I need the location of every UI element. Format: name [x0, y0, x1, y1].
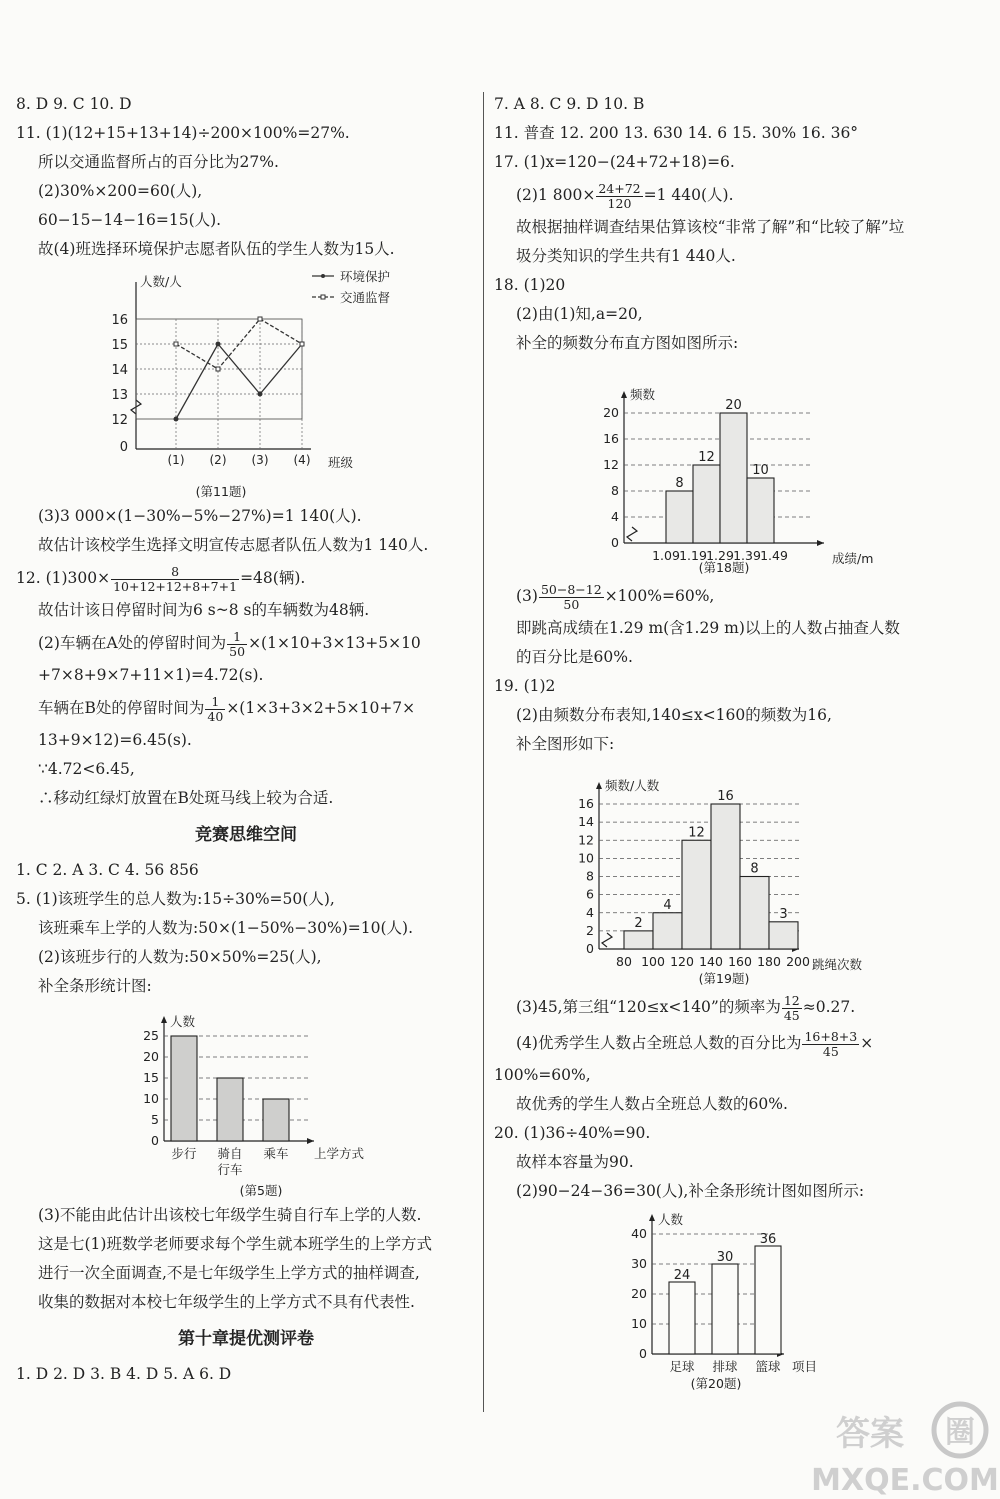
- column-divider: [483, 92, 484, 1412]
- axis-break: [627, 527, 637, 541]
- y-tick-label: 14: [111, 363, 128, 378]
- data-label: 10: [752, 463, 769, 478]
- data-label: 20: [725, 398, 742, 413]
- fraction: [227, 630, 247, 659]
- denominator: 10+12+12+8+7+1: [113, 578, 238, 594]
- bar: [171, 1036, 197, 1141]
- numerator: 50−8−12: [540, 581, 602, 597]
- answer-line: ∴移动红绿灯放置在B处斑马线上较为合适.: [38, 789, 334, 807]
- y-tick-label: 0: [639, 1346, 647, 1361]
- y-axis-label: 频数/人数: [605, 778, 660, 793]
- y-tick-label: 0: [611, 535, 619, 550]
- text: ×: [860, 1034, 874, 1052]
- bar: [669, 1282, 695, 1354]
- answer-line: 收集的数据对本校七年级学生的上学方式不具有代表性.: [38, 1293, 415, 1311]
- y-tick-label: 15: [143, 1070, 159, 1085]
- fraction: [111, 565, 239, 594]
- figure-5: [16, 1001, 476, 1201]
- y-tick-label: 0: [119, 440, 128, 455]
- numerator: 1: [227, 630, 247, 645]
- answer-line: [16, 690, 476, 726]
- watermark-text: MXQE.COM: [811, 1463, 999, 1498]
- figure-20: [494, 1206, 974, 1396]
- bar: [653, 913, 682, 949]
- text: ×(1×3+3×2+5×10+7×: [226, 699, 416, 717]
- answer-line: 所以交通监督所占的百分比为27%.: [38, 153, 279, 171]
- text: 12. (1)300×: [16, 569, 111, 587]
- axis-break: [602, 933, 612, 947]
- answer-line: (2)90−24−36=30(人),补全条形统计图如图所示:: [516, 1182, 865, 1200]
- right-column: [494, 90, 974, 1396]
- x-tick-label: 120: [670, 954, 694, 969]
- x-tick-label: 100: [641, 954, 665, 969]
- x-tick-label: 1.09: [652, 548, 680, 563]
- answer-line: [494, 177, 974, 213]
- answer-line: 8. D 9. C 10. D: [16, 95, 132, 113]
- text: 车辆在B处的停留时间为: [38, 699, 205, 717]
- chart-20-marks: [631, 1212, 817, 1374]
- bar: [693, 465, 720, 543]
- chart-11-marks: [111, 269, 390, 470]
- bar: [712, 1264, 738, 1354]
- y-tick-label: 2: [586, 922, 594, 938]
- answer-line: 进行一次全面调查,不是七年级学生上学方式的抽样调查,: [38, 1264, 420, 1282]
- legend-label: 交通监督: [340, 290, 391, 305]
- figure-19: [494, 759, 974, 989]
- data-label: 24: [673, 1268, 691, 1283]
- y-tick-label: 12: [603, 457, 619, 472]
- answer-line: (2)30%×200=60(人),: [38, 182, 203, 200]
- chart-title: (第5题): [239, 1183, 283, 1198]
- data-label: 4: [663, 897, 672, 913]
- bar: [682, 840, 711, 949]
- fraction: [596, 182, 642, 211]
- x-tick-label: 180: [757, 954, 781, 969]
- answer-line: [494, 578, 974, 614]
- answer-line: 故根据抽样调查结果估算该校“非常了解”和“比较了解”垃: [516, 218, 905, 236]
- y-tick-label: 10: [631, 1316, 647, 1331]
- chart-18-marks: [603, 387, 873, 566]
- y-tick-label: 0: [586, 941, 594, 956]
- data-point: [216, 367, 220, 371]
- y-tick-label: 10: [578, 850, 594, 866]
- x-axis-arrow: [817, 540, 824, 546]
- y-tick-label: 6: [586, 886, 594, 902]
- watermark-text: 答案: [836, 1414, 904, 1454]
- x-tick-label: 1.49: [760, 548, 788, 563]
- answer-line: 故估计该校学生选择文明宣传志愿者队伍人数为1 140人.: [38, 536, 429, 554]
- y-tick-label: 13: [111, 388, 128, 403]
- answer-line: ∵4.72<6.45,: [38, 760, 135, 778]
- chart-title: (第18题): [698, 560, 750, 575]
- denominator: 50: [563, 596, 580, 612]
- answer-line: (3)3 000×(1−30%−5%−27%)=1 140(人).: [38, 507, 362, 525]
- data-point: [258, 317, 262, 321]
- answer-line: 补全的频数分布直方图如图所示:: [516, 334, 739, 352]
- data-label: 12: [698, 450, 715, 465]
- text: =48(辆).: [240, 569, 306, 587]
- x-tick-label: 140: [699, 954, 723, 969]
- y-tick-label: 4: [611, 509, 619, 524]
- legend-marker: [321, 295, 325, 299]
- y-tick-label: 8: [611, 483, 619, 498]
- answer-line: 圾分类知识的学生共有1 440人.: [516, 247, 736, 265]
- chart-title: (第20题): [690, 1376, 742, 1391]
- x-tick-label: 足球: [669, 1359, 695, 1374]
- x-tick-label: 1.29: [706, 548, 734, 563]
- x-tick-label: 乘车: [263, 1146, 289, 1161]
- x-tick-label: 200: [786, 954, 810, 969]
- line-chart-11: [16, 264, 476, 502]
- denominator: 40: [207, 708, 224, 724]
- y-axis-label: 人数: [658, 1212, 684, 1227]
- data-point: [174, 342, 178, 346]
- x-tick-label: 骑自: [217, 1146, 243, 1161]
- answer-line: 1. C 2. A 3. C 4. 56 856: [16, 861, 199, 879]
- answer-line: 这是七(1)班数学老师要求每个学生就本班学生的上学方式: [38, 1235, 432, 1253]
- denominator: 45: [783, 1007, 800, 1023]
- x-axis-label: 跳绳次数: [812, 957, 863, 972]
- answer-line: 补全条形统计图:: [38, 977, 152, 995]
- y-axis-label: 频数: [630, 387, 656, 402]
- text: (4)优秀学生人数占全班总人数的百分比为: [516, 1034, 802, 1052]
- text: =1 440(人).: [643, 186, 734, 204]
- answer-line: 故优秀的学生人数占全班总人数的60%.: [516, 1095, 788, 1113]
- bar: [711, 804, 740, 949]
- histogram-18: [494, 358, 974, 578]
- figure-11: [16, 264, 476, 502]
- y-tick-label: 14: [578, 814, 594, 830]
- x-tick-label: 80: [616, 954, 632, 969]
- text: (2)车辆在A处的停留时间为: [38, 634, 227, 652]
- y-tick-label: 10: [143, 1091, 159, 1106]
- legend-label: 环境保护: [340, 269, 391, 284]
- series-line: [176, 319, 302, 369]
- answer-line: [16, 625, 476, 661]
- bar: [755, 1246, 781, 1354]
- answer-line: 20. (1)36÷40%=90.: [494, 1124, 651, 1142]
- watermark-text: 圈: [945, 1415, 975, 1450]
- chart-19-marks: [578, 778, 862, 972]
- y-axis-arrow: [649, 1214, 655, 1221]
- numerator: 8: [111, 565, 239, 580]
- y-tick-label: 20: [631, 1286, 647, 1301]
- y-tick-label: 20: [143, 1049, 159, 1064]
- fraction: [205, 695, 225, 724]
- y-tick-label: 8: [586, 868, 594, 884]
- bar-chart-20: [494, 1206, 974, 1396]
- y-tick-label: 30: [631, 1256, 647, 1271]
- data-label: 16: [717, 789, 734, 804]
- bar: [769, 922, 798, 949]
- chart-title: (第19题): [698, 971, 750, 986]
- denominator: 50: [229, 643, 246, 659]
- data-point: [174, 417, 179, 422]
- legend-marker: [321, 274, 325, 278]
- answer-line: (3)不能由此估计出该校七年级学生骑自行车上学的人数.: [38, 1206, 422, 1224]
- data-label: 12: [688, 825, 705, 841]
- y-axis-arrow: [621, 391, 627, 398]
- x-tick-label: 排球: [712, 1359, 738, 1374]
- answer-line: (2)由频数分布表知,140≤x<160的频数为16,: [516, 706, 832, 724]
- data-point: [258, 392, 263, 397]
- watermark-logo: [810, 1400, 1000, 1499]
- chart-title: (第11题): [195, 484, 247, 499]
- data-point: [216, 342, 221, 347]
- section-heading: 第十章提优测评卷: [178, 1329, 314, 1349]
- denominator: 45: [822, 1043, 839, 1059]
- x-axis-label: 上学方式: [314, 1146, 365, 1161]
- data-label: 3: [779, 906, 788, 922]
- y-tick-label: 15: [111, 338, 128, 353]
- y-tick-label: 16: [111, 313, 128, 328]
- answer-line: [494, 989, 974, 1025]
- data-label: 2: [634, 915, 643, 931]
- x-tick-label: 160: [728, 954, 752, 969]
- fraction: [782, 994, 802, 1023]
- text: (3): [516, 587, 538, 605]
- y-tick-label: 12: [111, 413, 128, 428]
- text: (2)1 800×: [516, 186, 596, 204]
- answer-line: 17. (1)x=120−(24+72+18)=6.: [494, 153, 735, 171]
- y-axis-arrow: [161, 1016, 167, 1023]
- data-point: [300, 342, 304, 346]
- data-label: 8: [750, 861, 759, 877]
- y-axis-label: 人数: [170, 1014, 196, 1029]
- x-tick-label: (2): [209, 453, 227, 467]
- y-tick-label: 16: [603, 431, 619, 446]
- answer-line: 故(4)班选择环境保护志愿者队伍的学生人数为15人.: [38, 240, 395, 258]
- bar: [624, 931, 653, 949]
- answer-line: 故估计该日停留时间为6 s~8 s的车辆数为48辆.: [38, 601, 370, 619]
- answer-line: 11. 普查 12. 200 13. 630 14. 6 15. 30% 16. 36°: [494, 124, 859, 142]
- x-tick-label: (1): [167, 453, 185, 467]
- numerator: 24+72: [598, 180, 641, 196]
- section-heading: 竞赛思维空间: [195, 825, 297, 845]
- answer-line: [16, 560, 476, 596]
- fraction: [539, 583, 604, 612]
- text: (3)45,第三组“120≤x<140”的频率为: [516, 998, 781, 1016]
- answer-line: [494, 1025, 974, 1061]
- text: ×(1×10+3×13+5×10: [248, 634, 421, 652]
- answer-line: 60−15−14−16=15(人).: [38, 211, 222, 229]
- answer-line: 该班乘车上学的人数为:50×(1−50%−30%)=10(人).: [38, 919, 413, 937]
- text: ≈0.27.: [802, 998, 856, 1016]
- figure-18: [494, 358, 974, 578]
- x-axis-label: 项目: [792, 1359, 818, 1374]
- histogram-19: [494, 759, 974, 989]
- bar-chart-5: [16, 1001, 476, 1201]
- left-column: [16, 90, 476, 1389]
- y-tick-label: 20: [603, 405, 619, 420]
- y-tick-label: 5: [151, 1112, 159, 1127]
- x-axis-label: 班级: [328, 455, 354, 470]
- bar: [747, 478, 774, 543]
- y-tick-label: 40: [631, 1226, 647, 1241]
- answer-line: 19. (1)2: [494, 677, 556, 695]
- x-tick-label: (4): [293, 453, 311, 467]
- answer-line: 18. (1)20: [494, 276, 566, 294]
- chart-5-marks: [143, 1014, 364, 1177]
- answer-line: 的百分比是60%.: [516, 648, 633, 666]
- x-axis-label: 成绩/m: [832, 551, 874, 566]
- bar: [740, 877, 769, 950]
- answer-line: 11. (1)(12+15+13+14)÷200×100%=27%.: [16, 124, 350, 142]
- numerator: 16+8+3: [804, 1028, 858, 1044]
- x-tick-label: 行车: [217, 1162, 243, 1177]
- bar: [263, 1099, 289, 1141]
- x-tick-label: (3): [251, 453, 269, 467]
- answer-line: 13+9×12)=6.45(s).: [38, 731, 192, 749]
- x-axis-arrow: [307, 1138, 314, 1144]
- y-tick-label: 4: [586, 904, 594, 920]
- denominator: 120: [607, 195, 632, 211]
- answer-line: 5. (1)该班学生的总人数为:15÷30%=50(人),: [16, 890, 335, 908]
- x-tick-label: 1.39: [733, 548, 761, 563]
- fraction: [802, 1030, 859, 1059]
- y-axis-label: 人数/人: [140, 274, 182, 289]
- answer-line: 1. D 2. D 3. B 4. D 5. A 6. D: [16, 1365, 232, 1383]
- answer-line: (2)由(1)知,a=20,: [516, 305, 643, 323]
- y-tick-label: 16: [578, 796, 594, 811]
- bar: [720, 413, 747, 543]
- bar: [666, 491, 693, 543]
- data-label: 30: [716, 1250, 734, 1265]
- answer-line: 7. A 8. C 9. D 10. B: [494, 95, 645, 113]
- y-tick-label: 25: [143, 1028, 159, 1043]
- x-tick-label: 1.19: [679, 548, 707, 563]
- answer-line: 100%=60%,: [494, 1066, 591, 1084]
- x-tick-label: 篮球: [755, 1359, 781, 1374]
- answer-line: 补全图形如下:: [516, 735, 615, 753]
- text: ×100%=60%,: [604, 587, 715, 605]
- data-label: 36: [759, 1232, 777, 1247]
- y-tick-label: 0: [151, 1133, 159, 1148]
- data-label: 8: [675, 476, 684, 491]
- answer-line: (2)该班步行的人数为:50×50%=25(人),: [38, 948, 322, 966]
- answer-line: 即跳高成绩在1.29 m(含1.29 m)以上的人数占抽查人数: [516, 619, 900, 637]
- bar: [217, 1078, 243, 1141]
- answer-line: +7×8+9×7+11×1)=4.72(s).: [38, 666, 264, 684]
- y-axis-arrow: [596, 782, 602, 789]
- x-tick-label: 步行: [171, 1146, 197, 1161]
- numerator: 1: [205, 695, 225, 710]
- answer-line: 故样本容量为90.: [516, 1153, 634, 1171]
- y-tick-label: 12: [578, 832, 594, 848]
- numerator: 12: [783, 992, 800, 1008]
